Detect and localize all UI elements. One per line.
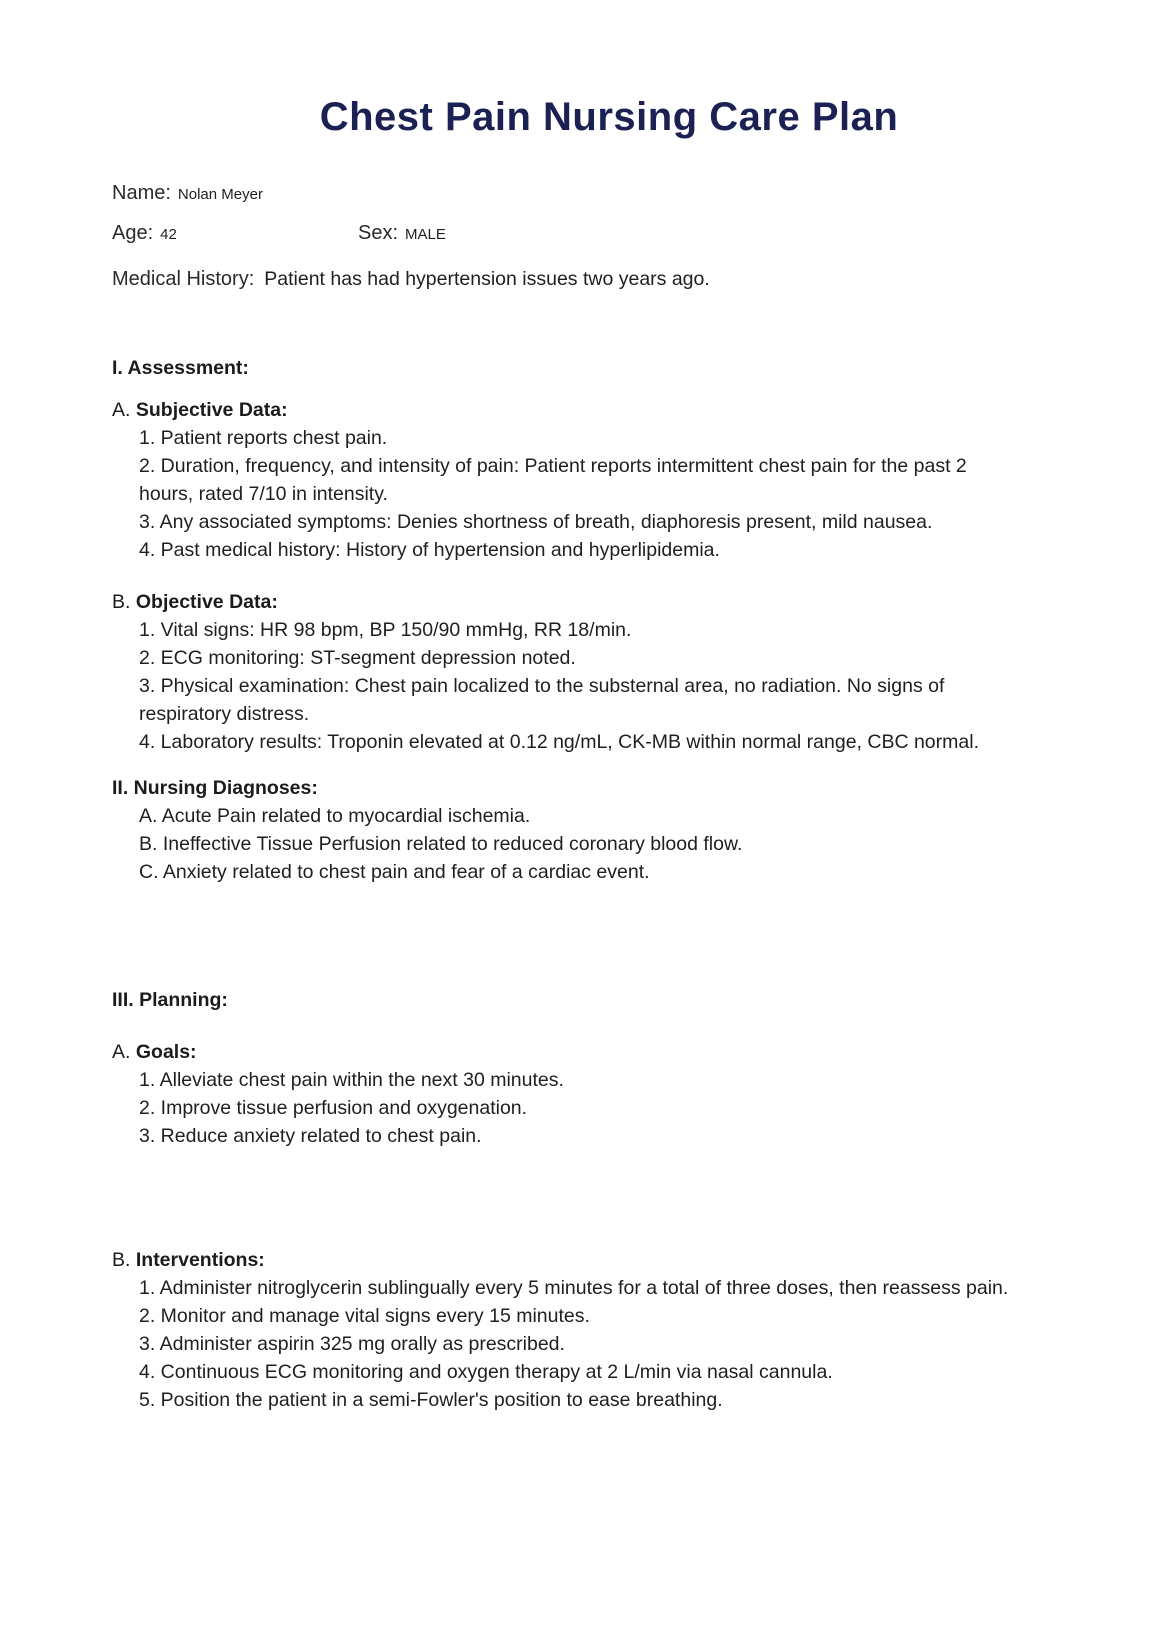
patient-history-row [112, 268, 1106, 296]
sex-value: MALE [405, 226, 446, 243]
list-item: C. Anxiety related to chest pain and fear of a cardiac event. [139, 861, 650, 883]
medical-history-label: Medical History: [112, 268, 255, 290]
list-item: 1. Vital signs: HR 98 bpm, BP 150/90 mmHg, RR 18/min. [139, 619, 632, 641]
patient-name-row [112, 182, 1106, 208]
list-item: B. Ineffective Tissue Perfusion related to reduced coronary blood flow. [139, 833, 743, 855]
patient-age-cell [112, 222, 358, 245]
interventions-prefix: B. [112, 1249, 131, 1271]
section-planning-heading: III. Planning: [112, 989, 228, 1011]
list-item: 2. ECG monitoring: ST-segment depression noted. [139, 647, 576, 669]
list-item: 2. Monitor and manage vital signs every 15 minutes. [139, 1305, 590, 1327]
objective-items [112, 616, 1024, 756]
interventions-title: Interventions: [135, 1249, 265, 1271]
list-item: 4. Laboratory results: Troponin elevated at 0.12 ng/mL, CK-MB within normal range, CBC normal. [139, 731, 979, 753]
list-item: A. Acute Pain related to myocardial ischemia. [139, 805, 531, 827]
subsection-interventions-heading [112, 1246, 1106, 1274]
subsection-goals-heading [112, 1038, 1106, 1066]
age-label: Age: [112, 222, 154, 244]
list-item: 1. Patient reports chest pain. [139, 427, 388, 449]
list-item: 1. Administer nitroglycerin sublingually every 5 minutes for a total of three doses, then reassess pain. [139, 1277, 1009, 1299]
list-item: 3. Reduce anxiety related to chest pain. [139, 1125, 482, 1147]
list-item: 2. Improve tissue perfusion and oxygenation. [139, 1097, 528, 1119]
name-label: Name: [112, 182, 171, 204]
list-item: 4. Past medical history: History of hypertension and hyperlipidemia. [139, 539, 720, 561]
list-item: 3. Administer aspirin 325 mg orally as prescribed. [139, 1333, 565, 1355]
goals-title: Goals: [135, 1041, 197, 1063]
document-title: Chest Pain Nursing Care Plan [319, 95, 899, 139]
subsection-subjective-heading [112, 396, 1106, 424]
list-item: 5. Position the patient in a semi-Fowler's position to ease breathing. [139, 1389, 723, 1411]
section-assessment-heading: I. Assessment: [112, 357, 249, 379]
subjective-items [112, 424, 1024, 564]
patient-sex-cell [358, 222, 446, 245]
name-value: Nolan Meyer [177, 186, 263, 203]
sex-label: Sex: [358, 222, 399, 244]
objective-title: Objective Data: [135, 591, 278, 613]
diagnoses-items [112, 802, 1024, 886]
list-item: 3. Physical examination: Chest pain localized to the substernal area, no radiation. No signs of respiratory distress. [139, 675, 945, 725]
objective-prefix: B. [112, 591, 131, 613]
section-diagnoses-heading: II. Nursing Diagnoses: [112, 777, 318, 799]
subjective-prefix: A. [112, 399, 131, 421]
medical-history-value: Patient has had hypertension issues two years ago. [264, 268, 710, 290]
subsection-objective-heading [112, 588, 1106, 616]
list-item: 1. Alleviate chest pain within the next 30 minutes. [139, 1069, 564, 1091]
patient-info [112, 182, 1106, 296]
list-item: 4. Continuous ECG monitoring and oxygen therapy at 2 L/min via nasal cannula. [139, 1361, 833, 1383]
goals-items [112, 1066, 1024, 1150]
list-item: 3. Any associated symptoms: Denies shortness of breath, diaphoresis present, mild nausea. [139, 511, 933, 533]
subjective-title: Subjective Data: [135, 399, 288, 421]
patient-age-sex-row [112, 222, 1106, 248]
list-item: 2. Duration, frequency, and intensity of pain: Patient reports intermittent chest pain for the past 2 hours, rated 7/10 in intensity. [139, 455, 967, 505]
age-value: 42 [160, 226, 177, 243]
goals-prefix: A. [112, 1041, 131, 1063]
interventions-items [112, 1274, 1024, 1414]
